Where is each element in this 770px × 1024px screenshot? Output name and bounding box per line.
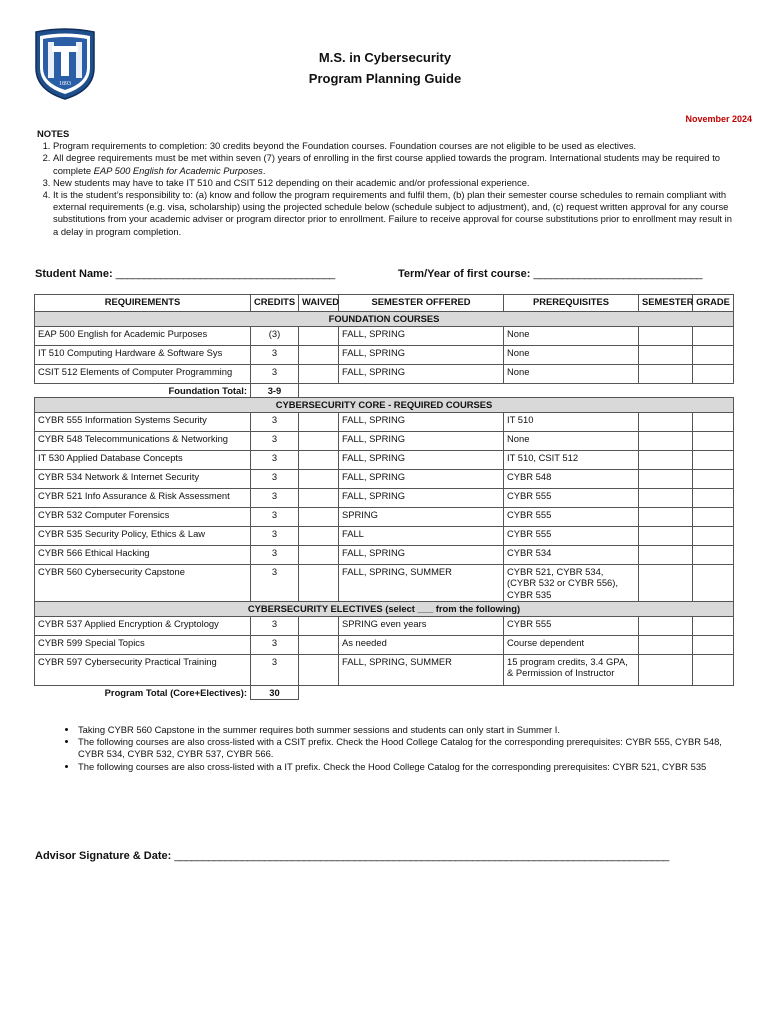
student-name-field[interactable]: Student Name: _______________________________________ [35,268,335,280]
waived-cell[interactable] [299,564,339,602]
waived-cell[interactable] [299,326,339,345]
semester-offered: FALL, SPRING [339,431,504,450]
grade-cell[interactable] [693,326,734,345]
waived-cell[interactable] [299,488,339,507]
grade-cell[interactable] [693,469,734,488]
semester-offered: FALL, SPRING [339,326,504,345]
col-header: REQUIREMENTS [35,295,251,312]
grade-cell[interactable] [693,616,734,635]
course-credits: 3 [251,412,299,431]
section-title: CYBERSECURITY ELECTIVES (select ___ from the following) [35,602,734,617]
grade-cell[interactable] [693,364,734,383]
waived-cell[interactable] [299,469,339,488]
semester-cell[interactable] [639,431,693,450]
course-name: CYBR 597 Cybersecurity Practical Training [35,654,251,685]
course-credits: 3 [251,545,299,564]
col-header: WAIVED [299,295,339,312]
waived-cell[interactable] [299,526,339,545]
prerequisites: None [504,326,639,345]
semester-cell[interactable] [639,364,693,383]
col-header: PREREQUISITES [504,295,639,312]
notes-section [37,128,737,238]
semester-offered: FALL, SPRING [339,469,504,488]
section-header-row [35,602,734,617]
grade-cell[interactable] [693,412,734,431]
prerequisites: Course dependent [504,635,639,654]
section-header-row [35,398,734,413]
semester-cell[interactable] [639,345,693,364]
first-term-field[interactable]: Term/Year of first course: ______________________________ [398,268,703,280]
semester-offered: FALL, SPRING [339,364,504,383]
prerequisites: CYBR 534 [504,545,639,564]
course-name: IT 530 Applied Database Concepts [35,450,251,469]
note-item: 3. New students may have to take IT 510 and CSIT 512 depending on their academic and/or professional experience. [53,177,737,189]
waived-cell[interactable] [299,364,339,383]
course-row [35,364,734,383]
bullet-item: • Taking CYBR 560 Capstone in the summer requires both summer sessions and students can only start in Summer I. [78,724,738,736]
prerequisites: IT 510 [504,412,639,431]
semester-cell[interactable] [639,545,693,564]
section-header-row [35,312,734,327]
col-header: CREDITS [251,295,299,312]
prerequisites: None [504,345,639,364]
semester-cell[interactable] [639,564,693,602]
waived-cell[interactable] [299,654,339,685]
course-row [35,616,734,635]
semester-offered: SPRING even years [339,616,504,635]
course-credits: 3 [251,635,299,654]
col-header: GRADE [693,295,734,312]
total-label: Program Total (Core+Electives): [104,686,247,698]
semester-offered: FALL, SPRING, SUMMER [339,654,504,685]
course-name: EAP 500 English for Academic Purposes [35,326,251,345]
table-header-row [35,295,734,312]
course-row [35,545,734,564]
waived-cell[interactable] [299,545,339,564]
total-label: Foundation Total: [168,384,247,396]
note-item: 2. All degree requirements must be met within seven (7) years of enrolling in the first course applied towards the program. International students may be required to complete EAP 500 English for Academic Purposes. [53,152,737,176]
course-row [35,450,734,469]
course-name: CYBR 548 Telecommunications & Networking [35,431,251,450]
prerequisites: 15 program credits, 3.4 GPA, & Permission of Instructor [504,654,639,685]
course-credits: (3) [251,326,299,345]
course-name: CYBR 535 Security Policy, Ethics & Law [35,526,251,545]
course-credits: 3 [251,469,299,488]
waived-cell[interactable] [299,450,339,469]
grade-cell[interactable] [693,635,734,654]
advisor-signature-field[interactable]: Advisor Signature & Date: ________________________________________________________________________________________ [35,850,669,862]
bullet-item: • The following courses are also cross-listed with a CSIT prefix. Check the Hood College Catalog for the corresponding prerequisites: CYBR 555, CYBR 548, CYBR 534, CYBR 532, CYBR 537, CYBR 566. [78,736,738,760]
bullet-item: • The following courses are also cross-listed with a IT prefix. Check the Hood College Catalog for the corresponding prerequisites: CYBR 521, CYBR 535 [78,761,738,773]
semester-cell[interactable] [639,326,693,345]
semester-offered: SPRING [339,507,504,526]
prerequisites: CYBR 555 [504,526,639,545]
course-row [35,564,734,602]
course-row [35,431,734,450]
total-value: 3-9 [251,383,299,398]
col-header: SEMESTER [639,295,693,312]
course-name: CYBR 560 Cybersecurity Capstone [35,564,251,602]
semester-cell[interactable] [639,412,693,431]
seal-year: 1893 [59,81,71,87]
section-title: CYBERSECURITY CORE - REQUIRED COURSES [35,398,734,413]
course-name: CYBR 532 Computer Forensics [35,507,251,526]
note-item: 4. It is the student’s responsibility to: (a) know and follow the program requirements and fulfil them, (b) plan their semester course schedules to remain compliant with external requirements (e.g. visa, scholarship) using the projected schedule below (schedule subject to adjustment), and, (c) request written approval for any course substitutions from your academic adviser or program director prior to enrollment. Failure to receive approval for course substitutions prior to enrollment may result in a delay in program completion. [53,189,737,238]
note-item: 1. Program requirements to completion: 30 credits beyond the Foundation courses. Foundation courses are not eligible to be used as electives. [53,140,737,152]
semester-cell[interactable] [639,507,693,526]
course-credits: 3 [251,616,299,635]
waived-cell[interactable] [299,431,339,450]
prerequisites: CYBR 555 [504,616,639,635]
course-credits: 3 [251,431,299,450]
course-name: CYBR 534 Network & Internet Security [35,469,251,488]
total-value: 30 [251,685,299,700]
course-name: CYBR 599 Special Topics [35,635,251,654]
grade-cell[interactable] [693,526,734,545]
course-credits: 3 [251,526,299,545]
col-header: SEMESTER OFFERED [339,295,504,312]
waived-cell[interactable] [299,412,339,431]
course-credits: 3 [251,507,299,526]
course-row [35,654,734,685]
grade-cell[interactable] [693,545,734,564]
prerequisites: None [504,364,639,383]
course-name: CYBR 566 Ethical Hacking [35,545,251,564]
course-credits: 3 [251,345,299,364]
semester-cell[interactable] [639,654,693,685]
course-name: CYBR 537 Applied Encryption & Cryptology [35,616,251,635]
semester-cell[interactable] [639,469,693,488]
grade-cell[interactable] [693,488,734,507]
requirements-table [34,294,734,700]
semester-cell[interactable] [639,616,693,635]
prerequisites: CYBR 521, CYBR 534, (CYBR 532 or CYBR 556), CYBR 535 [504,564,639,602]
course-credits: 3 [251,364,299,383]
course-name: CYBR 555 Information Systems Security [35,412,251,431]
semester-offered: FALL, SPRING, SUMMER [339,564,504,602]
prerequisites: CYBR 548 [504,469,639,488]
course-row [35,345,734,364]
grade-cell[interactable] [693,564,734,602]
course-row [35,326,734,345]
course-row [35,412,734,431]
course-row [35,635,734,654]
semester-offered: FALL, SPRING [339,345,504,364]
total-row [35,685,734,700]
prerequisites: CYBR 555 [504,488,639,507]
prerequisites: CYBR 555 [504,507,639,526]
total-row [35,383,734,398]
waived-cell[interactable] [299,635,339,654]
document-subtitle: Program Planning Guide [308,71,462,86]
course-name: IT 510 Computing Hardware & Software Sys [35,345,251,364]
course-name: CYBR 521 Info Assurance & Risk Assessment [35,488,251,507]
course-name: CSIT 512 Elements of Computer Programming [35,364,251,383]
prerequisites: IT 510, CSIT 512 [504,450,639,469]
grade-cell[interactable] [693,507,734,526]
grade-cell[interactable] [693,450,734,469]
notes-heading: NOTES [37,128,70,139]
section-title: FOUNDATION COURSES [35,312,734,327]
course-credits: 3 [251,654,299,685]
waived-cell[interactable] [299,507,339,526]
semester-offered: FALL, SPRING [339,545,504,564]
semester-offered: FALL [339,526,504,545]
course-credits: 3 [251,488,299,507]
document-title: M.S. in Cybersecurity [318,50,452,65]
prerequisites: None [504,431,639,450]
semester-cell[interactable] [639,635,693,654]
semester-cell[interactable] [639,488,693,507]
course-row [35,526,734,545]
semester-cell[interactable] [639,450,693,469]
course-credits: 3 [251,450,299,469]
semester-offered: As needed [339,635,504,654]
semester-offered: FALL, SPRING [339,450,504,469]
course-row [35,507,734,526]
waived-cell[interactable] [299,345,339,364]
footnote-bullets [58,724,738,773]
grade-cell[interactable] [693,431,734,450]
course-row [35,488,734,507]
semester-cell[interactable] [639,526,693,545]
grade-cell[interactable] [693,345,734,364]
document-date: November 2024 [685,114,752,124]
semester-offered: FALL, SPRING [339,412,504,431]
semester-offered: FALL, SPRING [339,488,504,507]
course-row [35,469,734,488]
grade-cell[interactable] [693,654,734,685]
course-credits: 3 [251,564,299,602]
waived-cell[interactable] [299,616,339,635]
